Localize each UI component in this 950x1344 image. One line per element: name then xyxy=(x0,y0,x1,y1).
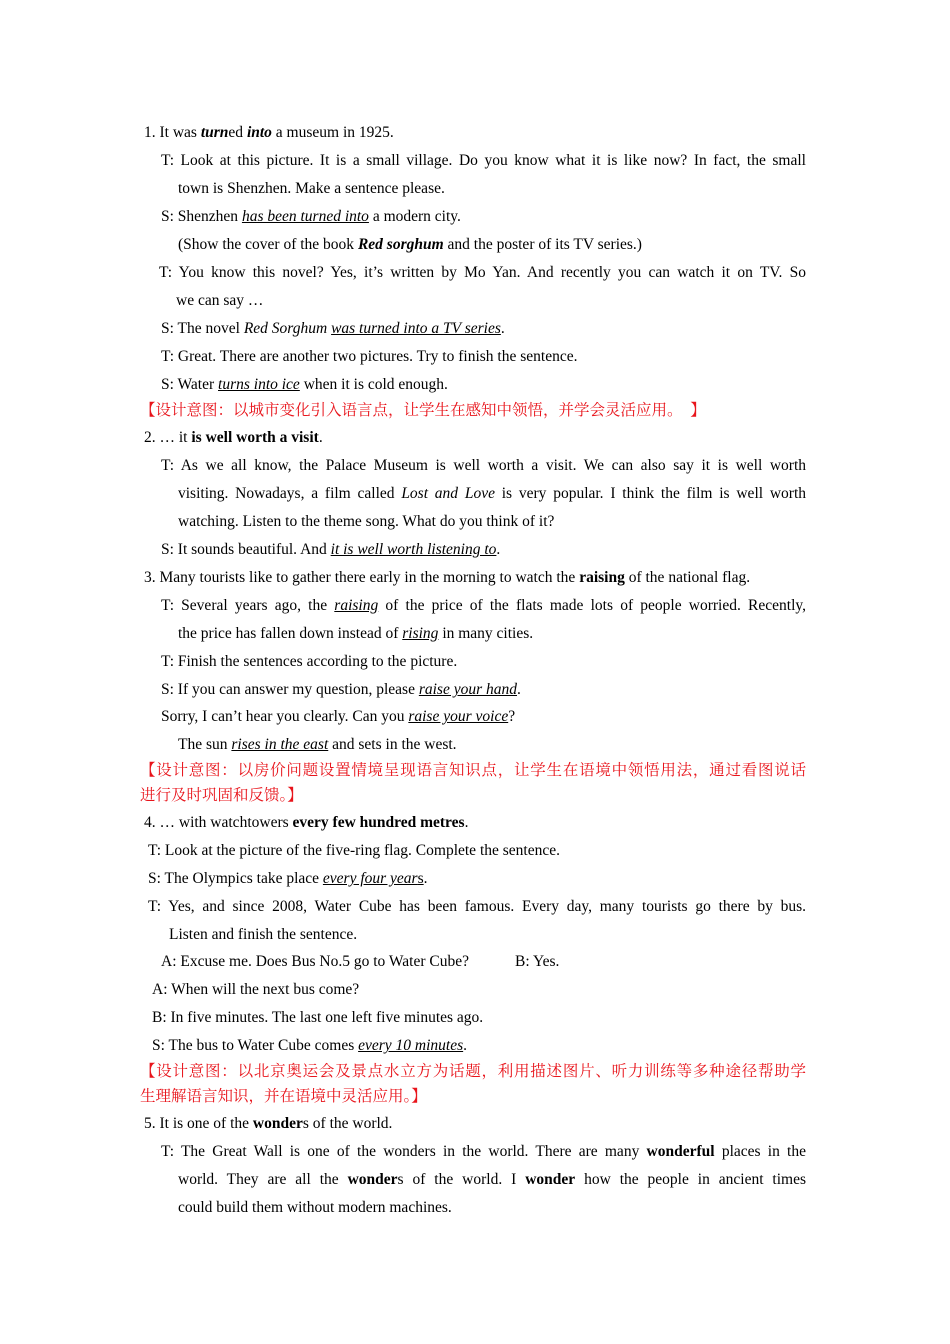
dialogue-line: The sun rises in the east and sets in the west. xyxy=(178,736,457,753)
dialogue-line: (Show the cover of the book Red sorghum and the poster of its TV series.) xyxy=(178,236,642,253)
item-2-heading: 2. … it is well worth a visit. xyxy=(144,429,323,446)
dialogue-line: S: The novel Red Sorghum was turned into a TV series. xyxy=(161,320,505,337)
dialogue-line: world. They are all the wonders of the world. I wonder how the people in ancient times xyxy=(178,1171,807,1188)
dialogue-line: T: Great. There are another two pictures. Try to finish the sentence. xyxy=(161,348,578,365)
dialogue-line: T: Look at this picture. It is a small village. Do you know what it is like now? In fact, the small xyxy=(161,152,806,169)
dialogue-line: S: Water turns into ice when it is cold enough. xyxy=(161,376,448,393)
dialogue-line: Sorry, I can’t hear you clearly. Can you raise your voice? xyxy=(161,708,516,725)
dialogue-line: watching. Listen to the theme song. What do you think of it? xyxy=(178,513,555,530)
dialogue-line: Listen and finish the sentence. xyxy=(169,926,358,943)
item-3-heading: 3. Many tourists like to gather there early in the morning to watch the raising of the national flag. xyxy=(144,569,751,586)
design-intent-note: 生理解语言知识，并在语境中灵活应用。】 xyxy=(140,1088,427,1105)
dialogue-line: T: Finish the sentences according to the picture. xyxy=(161,653,458,670)
item-5-heading: 5. It is one of the wonders of the world. xyxy=(144,1115,393,1132)
design-intent-note: 【设计意图：以房价问题设置情境呈现语言知识点，让学生在语境中领悟用法，通过看图说话 xyxy=(140,762,806,779)
dialogue-line: B: Yes. xyxy=(515,953,560,970)
dialogue-line: B: In five minutes. The last one left five minutes ago. xyxy=(152,1009,484,1026)
item-1-heading: 1. It was turned into a museum in 1925. xyxy=(144,124,394,141)
dialogue-line: S: If you can answer my question, please raise your hand. xyxy=(161,681,521,698)
dialogue-line: T: The Great Wall is one of the wonders in the world. There are many wonderful places in the xyxy=(161,1143,806,1160)
dialogue-line: we can say … xyxy=(176,292,264,309)
dialogue-line: T: You know this novel? Yes, it’s written by Mo Yan. And recently you can watch it on TV. So xyxy=(159,264,806,281)
dialogue-line: could build them without modern machines. xyxy=(178,1199,452,1216)
dialogue-line: visiting. Nowadays, a film called Lost and Love is very popular. I think the film is well worth xyxy=(178,485,806,502)
dialogue-line: A: When will the next bus come? xyxy=(152,981,360,998)
item-4-heading: 4. … with watchtowers every few hundred metres. xyxy=(144,814,469,831)
design-intent-note: 【设计意图：以城市变化引入语言点，让学生在感知中领悟，并学会灵活应用。 】 xyxy=(140,402,706,419)
dialogue-line: S: Shenzhen has been turned into a modern city. xyxy=(161,208,461,225)
dialogue-line: T: As we all know, the Palace Museum is well worth a visit. We can also say it is well worth xyxy=(161,457,806,474)
design-intent-note: 【设计意图：以北京奥运会及景点水立方为话题，利用描述图片、听力训练等多种途径帮助学 xyxy=(140,1063,806,1080)
dialogue-line: S: The Olympics take place every four years. xyxy=(148,870,428,887)
dialogue-line: A: Excuse me. Does Bus No.5 go to Water Cube? xyxy=(161,953,469,970)
dialogue-line: T: Several years ago, the raising of the price of the flats made lots of people worried. Recently, xyxy=(161,597,807,614)
dialogue-line: the price has fallen down instead of rising in many cities. xyxy=(178,625,534,642)
dialogue-line: town is Shenzhen. Make a sentence please. xyxy=(178,180,445,197)
dialogue-line: T: Yes, and since 2008, Water Cube has been famous. Every day, many tourists go there by bus. xyxy=(148,898,806,915)
design-intent-note: 进行及时巩固和反馈。】 xyxy=(140,787,303,804)
dialogue-line: T: Look at the picture of the five-ring flag. Complete the sentence. xyxy=(148,842,560,859)
dialogue-line: S: It sounds beautiful. And it is well worth listening to. xyxy=(161,541,501,558)
dialogue-line: S: The bus to Water Cube comes every 10 minutes. xyxy=(152,1037,468,1054)
